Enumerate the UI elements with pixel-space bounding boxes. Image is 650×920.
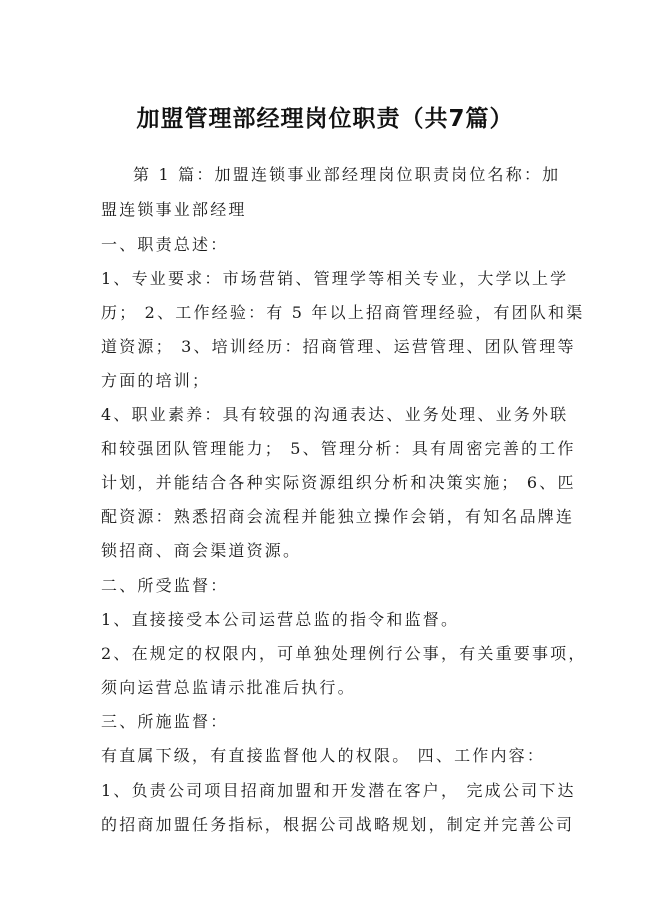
paragraph-line: 配资源：熟悉招商会流程并能独立操作会销，有知名品牌连 — [101, 507, 575, 526]
paragraph-line: 1、负责公司项目招商加盟和开发潜在客户， 完成公司下达 — [101, 781, 576, 800]
section-heading: 一、职责总述： — [101, 235, 229, 254]
section-heading: 三、所施监督： — [101, 712, 229, 731]
paragraph-line: 2、在规定的权限内，可单独处理例行公事，有关重要事项， — [101, 644, 587, 663]
paragraph-line: 的招商加盟任务指标，根据公司战略规划，制定并完善公司 — [101, 815, 575, 834]
paragraph-line: 历； 2、工作经验：有 5 年以上招商管理经验，有团队和渠 — [101, 303, 585, 322]
paragraph-line: 方面的培训； — [101, 371, 211, 390]
paragraph-line: 和较强团队管理能力； 5、管理分析：具有周密完善的工作 — [101, 439, 576, 458]
paragraph-line: 4、职业素养：具有较强的沟通表达、业务处理、业务外联 — [101, 405, 569, 424]
document-title: 加盟管理部经理岗位职责（共7篇） — [136, 106, 514, 132]
paragraph-line: 第 1 篇：加盟连锁事业部经理岗位职责岗位名称：加 — [133, 165, 561, 184]
paragraph-line: 道资源； 3、培训经历：招商管理、运营管理、团队管理等 — [101, 337, 576, 356]
paragraph-line: 有直属下级，有直接监督他人的权限。 四、工作内容： — [101, 746, 546, 765]
paragraph-line: 须向运营总监请示批准后执行。 — [101, 678, 356, 697]
paragraph-line: 锁招商、商会渠道资源。 — [101, 541, 302, 560]
paragraph-line: 盟连锁事业部经理 — [101, 200, 247, 219]
paragraph-line: 1、专业要求：市场营销、管理学等相关专业，大学以上学 — [101, 269, 569, 288]
section-heading: 二、所受监督： — [101, 576, 229, 595]
paragraph-line: 计划，并能结合各种实际资源组织分析和决策实施； 6、匹 — [101, 473, 576, 492]
paragraph-line: 1、直接接受本公司运营总监的指令和监督。 — [101, 610, 460, 629]
